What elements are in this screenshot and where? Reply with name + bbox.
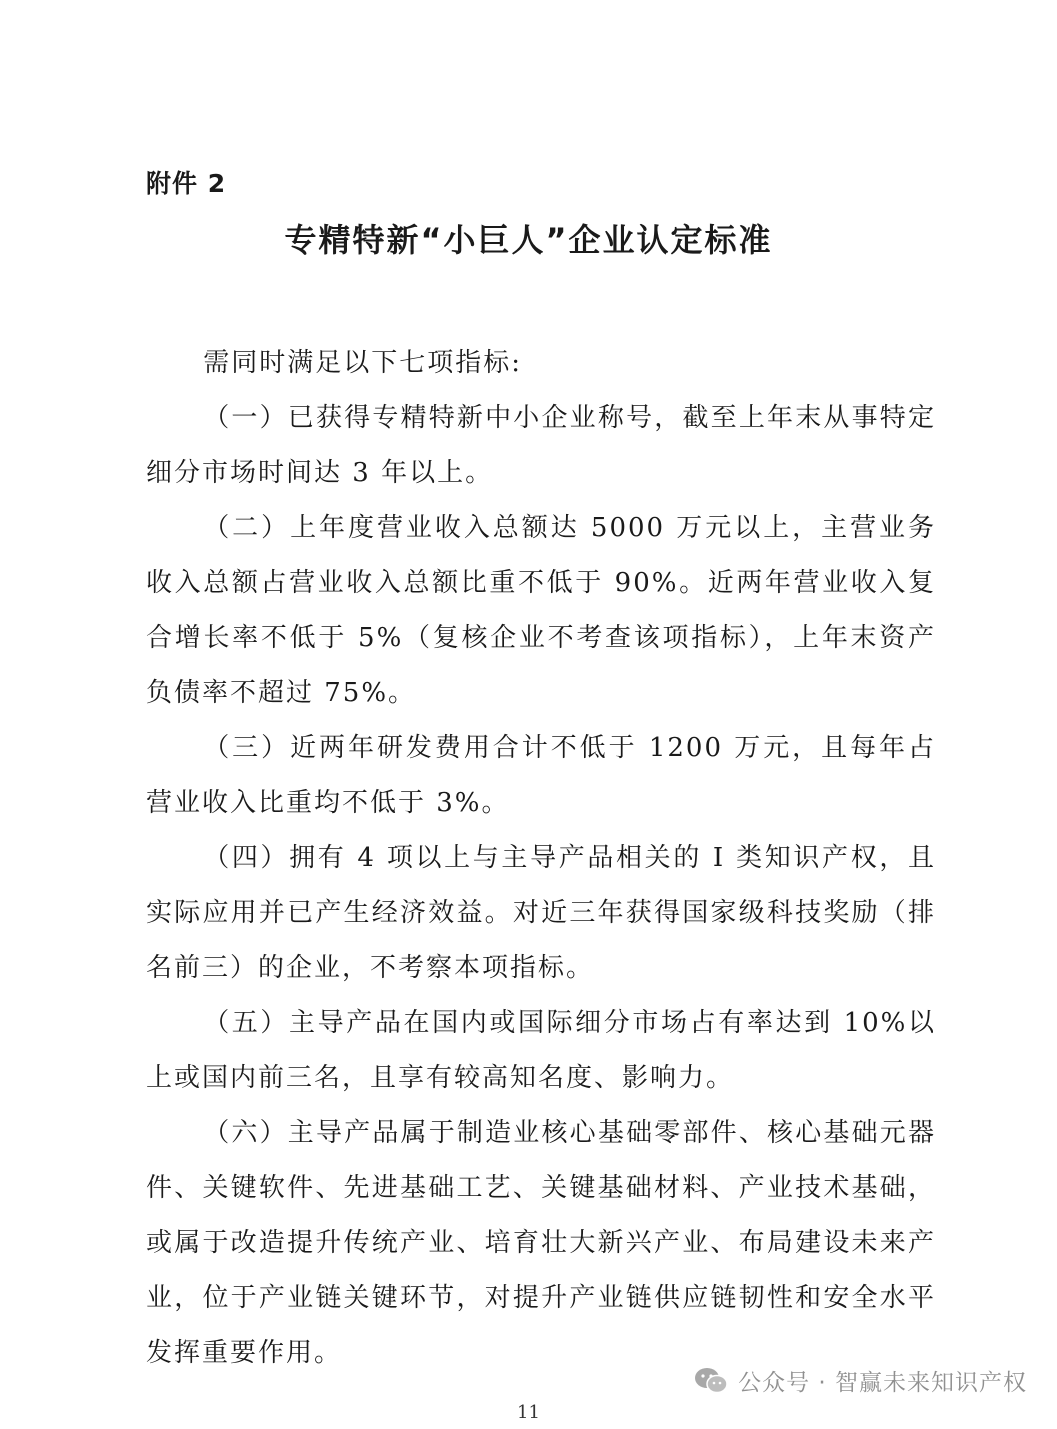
- criterion-6-paragraph: （六）主导产品属于制造业核心基础零部件、核心基础元器件、关键软件、先进基础工艺、关键基础材料、产业技术基础，或属于改造提升传统产业、培育壮大新兴产业、布局建设未来产业，位于产业链关键环节，对提升产业链供应链韧性和安全水平发挥重要作用。: [146, 1118, 936, 1368]
- page-title: 专精特新“小巨人”企业认定标准: [284, 221, 773, 259]
- document-body: [146, 336, 936, 1381]
- watermark: [694, 1364, 1027, 1397]
- watermark-text: 公众号 · 智赢未来知识产权: [738, 1370, 1027, 1396]
- criterion-3-paragraph: （三）近两年研发费用合计不低于 1200 万元，且每年占营业收入比重均不低于 3%。: [146, 733, 936, 818]
- criterion-1-paragraph: （一）已获得专精特新中小企业称号，截至上年末从事特定细分市场时间达 3 年以上。: [146, 403, 936, 488]
- intro-paragraph: 需同时满足以下七项指标:: [203, 348, 522, 378]
- wechat-icon: [694, 1366, 728, 1396]
- criterion-2-paragraph: （二）上年度营业收入总额达 5000 万元以上，主营业务收入总额占营业收入总额比重不低于 90%。近两年营业收入复合增长率不低于 5%（复核企业不考查该项指标），上年末资产负债率不超过 75%。: [146, 513, 936, 708]
- criterion-5-paragraph: （五）主导产品在国内或国际细分市场占有率达到 10%以上或国内前三名，且享有较高知名度、影响力。: [146, 1008, 936, 1093]
- attachment-label: 附件 2: [146, 169, 227, 198]
- page-number: 11: [517, 1402, 540, 1423]
- criterion-4-paragraph: （四）拥有 4 项以上与主导产品相关的 I 类知识产权，且实际应用并已产生经济效益。对近三年获得国家级科技奖励（排名前三）的企业，不考察本项指标。: [146, 843, 936, 983]
